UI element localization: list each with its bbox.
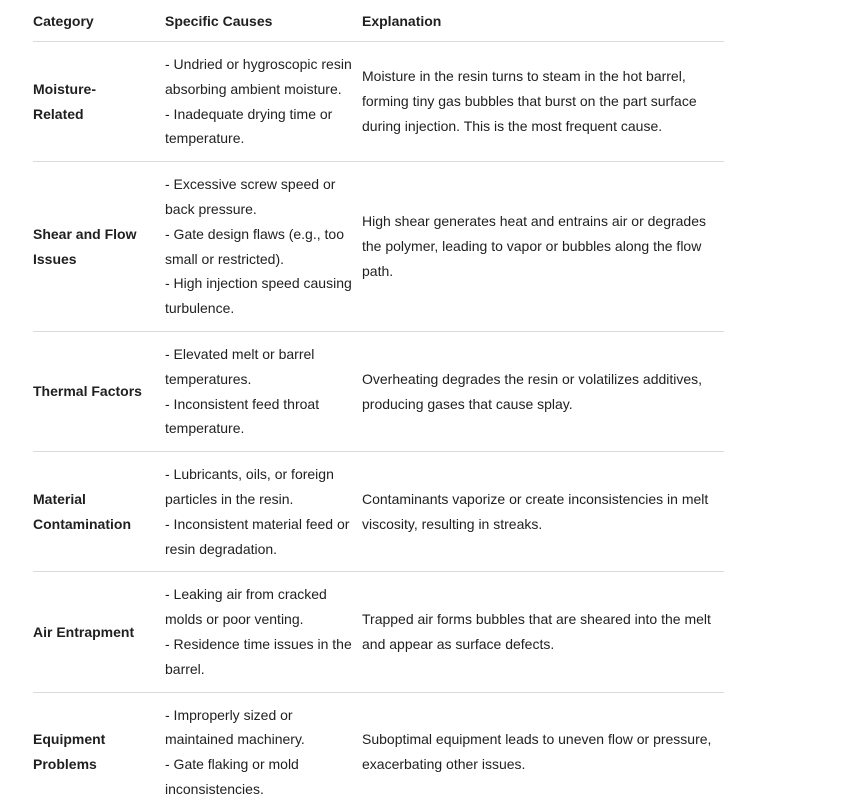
category-label: Air Entrapment — [33, 623, 135, 640]
table-row — [33, 331, 724, 451]
table-row — [33, 452, 724, 572]
table-row — [33, 692, 724, 812]
table-row — [33, 42, 724, 162]
causes-cell — [165, 162, 362, 332]
explanation-cell: Suboptimal equipment leads to uneven flow or pressure, exacerbating other issues. — [362, 731, 712, 773]
category-label: Equipment Problems — [33, 731, 106, 773]
cause-item: - Excessive screw speed or back pressure. — [165, 176, 336, 217]
cause-item: - Elevated melt or barrel temperatures. — [165, 345, 315, 387]
causes-cell — [165, 331, 362, 451]
causes-cell — [165, 572, 362, 692]
table-header-row — [33, 0, 724, 42]
cause-item: - Improperly sized or maintained machinery. — [165, 706, 305, 748]
category-cell — [33, 331, 165, 451]
explanation-cell: Moisture in the resin turns to steam in the hot barrel, forming tiny gas bubbles that burst on the part surface during injection. This is the most frequent cause. — [362, 42, 724, 162]
causes-cell — [165, 692, 362, 812]
table-row — [33, 162, 724, 332]
category-label: Thermal Factors — [33, 383, 142, 400]
header-specific-causes: Specific Causes — [165, 0, 362, 42]
cause-item: - Inadequate drying time or temperature. — [165, 105, 333, 147]
cause-item: - Leaking air from cracked molds or poor venting. — [165, 586, 327, 628]
causes-cell — [165, 452, 362, 572]
causes-table — [33, 0, 724, 812]
category-cell — [33, 42, 165, 162]
table-row — [33, 572, 724, 692]
causes-table-container — [33, 0, 724, 812]
header-explanation: Explanation — [362, 0, 724, 42]
cause-item: - Inconsistent feed throat temperature. — [165, 395, 320, 437]
cause-item: - Inconsistent material feed or resin degradation. — [165, 515, 350, 557]
category-cell — [33, 692, 165, 812]
category-cell — [33, 162, 165, 332]
cause-item: - Undried or hygroscopic resin absorbing ambient moisture. — [165, 56, 352, 97]
explanation-cell: High shear generates heat and entrains air or degrades the polymer, leading to vapor or bubbles along the flow path. — [362, 162, 724, 332]
cause-item: - Lubricants, oils, or foreign particles in the resin. — [165, 466, 334, 507]
category-label: Shear and Flow Issues — [33, 225, 137, 267]
category-label: Moisture-Related — [33, 80, 96, 122]
cause-item: - Gate flaking or mold inconsistencies. — [165, 756, 299, 797]
causes-cell — [165, 42, 362, 162]
cause-item: - Residence time issues in the barrel. — [165, 635, 352, 677]
cause-item: - High injection speed causing turbulence. — [165, 275, 352, 317]
explanation-cell: Contaminants vaporize or create inconsistencies in melt viscosity, resulting in streaks. — [362, 452, 724, 572]
explanation-cell: Trapped air forms bubbles that are sheared into the melt and appear as surface defects. — [362, 572, 724, 692]
header-category: Category — [33, 0, 165, 42]
cause-item: - Gate design flaws (e.g., too small or restricted). — [165, 225, 344, 267]
category-cell — [33, 452, 165, 572]
category-label: Material Contamination — [33, 490, 131, 532]
explanation-cell: Overheating degrades the resin or volatilizes additives, producing gases that cause splay. — [362, 331, 724, 451]
category-cell — [33, 572, 165, 692]
